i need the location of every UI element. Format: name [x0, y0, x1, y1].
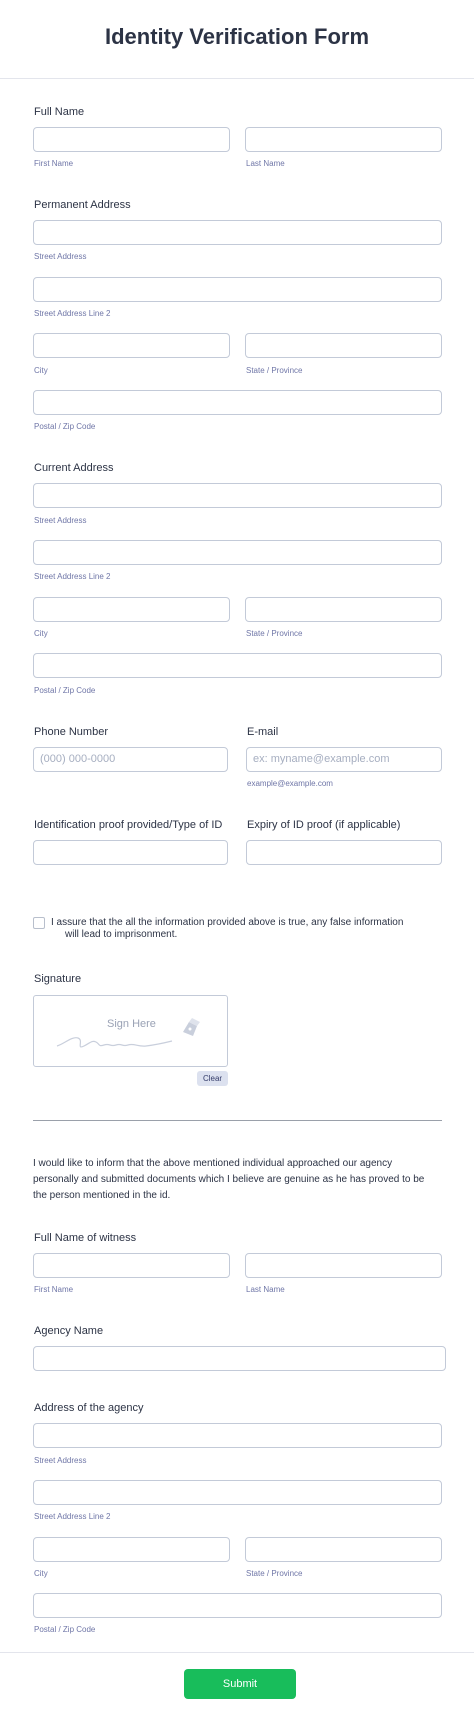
witness-last-name-input[interactable] — [245, 1253, 442, 1278]
current-city-input[interactable] — [33, 597, 230, 622]
permanent-street-input[interactable] — [33, 220, 442, 245]
phone-label: Phone Number — [34, 726, 108, 738]
id-expiry-input[interactable] — [246, 840, 442, 865]
email-sublabel: example@example.com — [247, 779, 333, 788]
header-divider — [0, 78, 474, 79]
assurance-text-line1: I assure that the all the information provided above is true, any false information — [51, 917, 404, 928]
phone-placeholder: (000) 000-0000 — [40, 753, 116, 765]
last-name-sublabel: Last Name — [246, 159, 285, 168]
witness-first-name-input[interactable] — [33, 1253, 230, 1278]
current-zip-input[interactable] — [33, 653, 442, 678]
signature-label: Signature — [34, 973, 82, 985]
agency-address-label: Address of the agency — [34, 1402, 144, 1414]
agency-street2-sublabel: Street Address Line 2 — [34, 1512, 111, 1521]
assurance-text-line2: will lead to imprisonment. — [65, 929, 178, 940]
permanent-street2-sublabel: Street Address Line 2 — [34, 309, 111, 318]
agency-name-input[interactable] — [33, 1346, 446, 1371]
form-title: Identity Verification Form — [104, 24, 370, 49]
agency-name-label: Agency Name — [34, 1325, 104, 1337]
permanent-street2-input[interactable] — [33, 277, 442, 302]
permanent-city-input[interactable] — [33, 333, 230, 358]
permanent-city-sublabel: City — [34, 366, 48, 375]
permanent-state-sublabel: State / Province — [246, 366, 303, 375]
first-name-sublabel: First Name — [34, 159, 74, 168]
permanent-zip-sublabel: Postal / Zip Code — [34, 422, 96, 431]
agency-zip-input[interactable] — [33, 1593, 442, 1618]
submit-button[interactable]: Submit — [184, 1669, 296, 1699]
assurance-checkbox[interactable] — [33, 917, 45, 929]
permanent-state-input[interactable] — [245, 333, 442, 358]
agency-state-input[interactable] — [245, 1537, 442, 1562]
agency-state-sublabel: State / Province — [246, 1569, 303, 1578]
id-proof-label: Identification proof provided/Type of ID — [34, 819, 223, 831]
current-street2-sublabel: Street Address Line 2 — [34, 572, 111, 581]
agency-street-input[interactable] — [33, 1423, 442, 1448]
first-name-input[interactable] — [33, 127, 230, 152]
section-divider — [33, 1120, 442, 1121]
permanent-address-label: Permanent Address — [34, 199, 131, 211]
current-address-label: Current Address — [34, 462, 114, 474]
sign-here-hint: Sign Here — [107, 1018, 156, 1030]
last-name-input[interactable] — [245, 127, 442, 152]
agency-city-input[interactable] — [33, 1537, 230, 1562]
statement-line2: personally and submitted documents which I believe are genuine as he has proved to be — [33, 1174, 425, 1185]
witness-first-sublabel: First Name — [34, 1285, 74, 1294]
permanent-zip-input[interactable] — [33, 390, 442, 415]
witness-label: Full Name of witness — [34, 1232, 137, 1244]
clear-signature-button[interactable]: Clear — [197, 1071, 228, 1086]
current-zip-sublabel: Postal / Zip Code — [34, 686, 96, 695]
phone-input[interactable] — [33, 747, 228, 772]
agency-street2-input[interactable] — [33, 1480, 442, 1505]
email-label: E-mail — [247, 726, 279, 738]
statement-line1: I would like to inform that the above mentioned individual approached our agency — [33, 1158, 393, 1169]
agency-street-sublabel: Street Address — [34, 1456, 87, 1465]
email-input[interactable] — [246, 747, 442, 772]
email-placeholder: ex: myname@example.com — [253, 753, 390, 765]
current-street-sublabel: Street Address — [34, 516, 87, 525]
signature-pad[interactable] — [33, 995, 228, 1067]
footer-divider — [0, 1652, 474, 1653]
current-city-sublabel: City — [34, 629, 48, 638]
agency-city-sublabel: City — [34, 1569, 48, 1578]
id-expiry-label: Expiry of ID proof (if applicable) — [247, 819, 401, 831]
pen-icon — [179, 1016, 203, 1040]
full-name-label: Full Name — [34, 106, 85, 118]
current-state-sublabel: State / Province — [246, 629, 303, 638]
current-state-input[interactable] — [245, 597, 442, 622]
current-street-input[interactable] — [33, 483, 442, 508]
statement-line3: the person mentioned in the id. — [33, 1190, 171, 1201]
witness-last-sublabel: Last Name — [246, 1285, 285, 1294]
permanent-street-sublabel: Street Address — [34, 252, 87, 261]
current-street2-input[interactable] — [33, 540, 442, 565]
id-proof-input[interactable] — [33, 840, 228, 865]
agency-zip-sublabel: Postal / Zip Code — [34, 1625, 96, 1634]
